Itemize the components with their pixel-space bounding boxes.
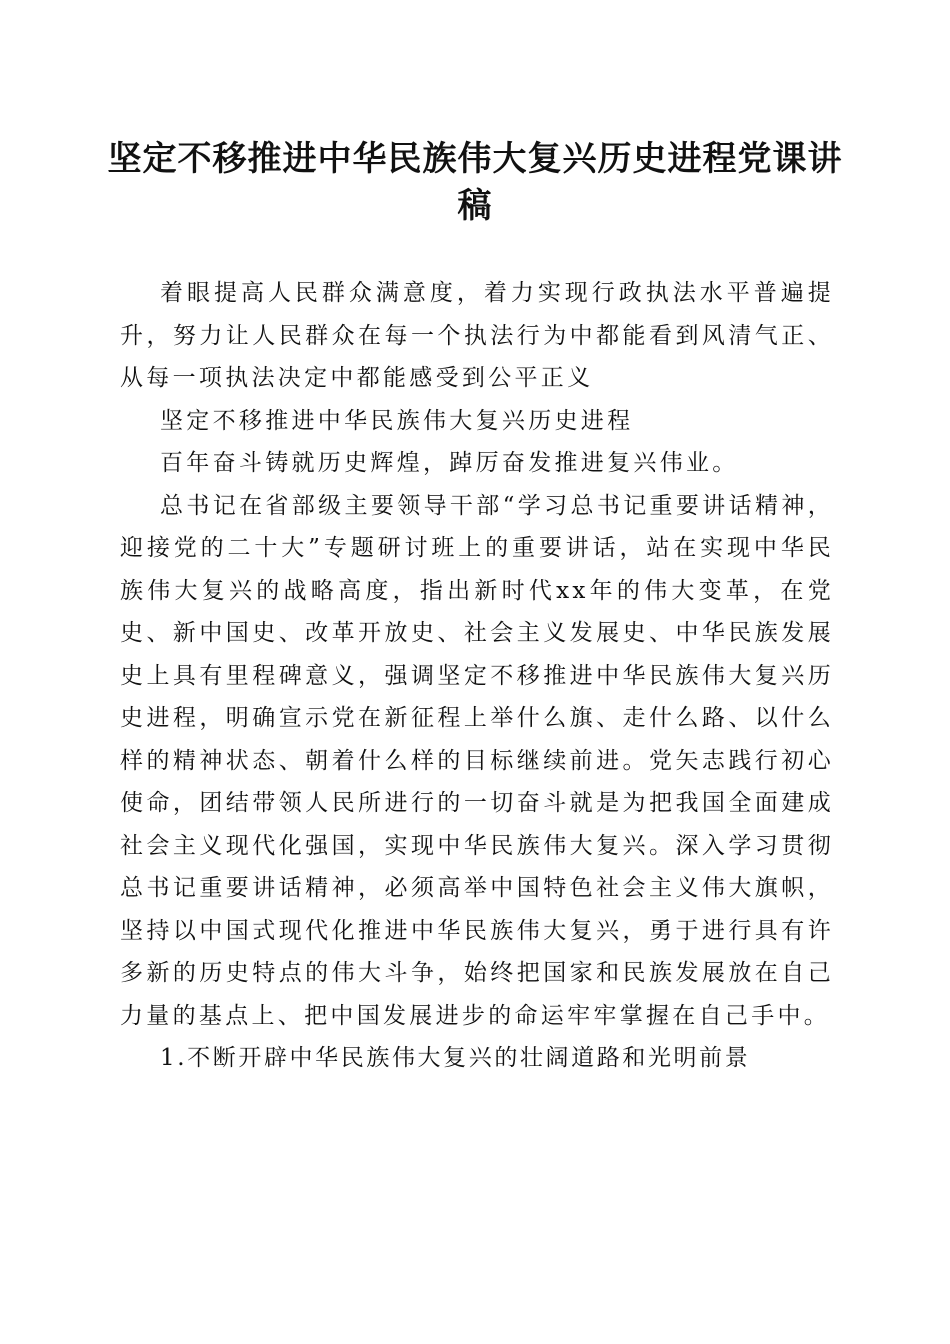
- paragraph-section-1: 1.不断开辟中华民族伟大复兴的壮阔道路和光明前景: [160, 1045, 751, 1071]
- paragraph-intro: 着眼提高人民群众满意度，着力实现行政执法水平普遍提升，努力让人民群众在每一个执法行为中都能看到风清气正、从每一项执法决定中都能感受到公平正义: [120, 280, 834, 391]
- paragraph-main: 总书记在省部级主要领导干部“学习总书记重要讲话精神，迎接党的二十大”专题研讨班上的重要讲话，站在实现中华民族伟大复兴的战略高度，指出新时代xx年的伟大变革，在党史、新中国史、改革开放史、社会主义发展史、中华民族发展史上具有里程碑意义，强调坚定不移推进中华民族伟大复兴历史进程，明确宣示党在新征程上举什么旗、走什么路、以什么样的精神状态、朝着什么样的目标继续前进。党矢志践行初心使命，团结带领人民所进行的一切奋斗就是为把我国全面建成社会主义现代化强国，实现中华民族伟大复兴。深入学习贯彻总书记重要讲话精神，必须高举中国特色社会主义伟大旗帜，坚持以中国式现代化推进中华民族伟大复兴，勇于进行具有许多新的历史特点的伟大斗争，始终把国家和民族发展放在自己力量的基点上、把中国发展进步的命运牢牢掌握在自己手中。: [120, 492, 834, 1029]
- document-title: 坚定不移推进中华民族伟大复兴历史进程党课讲稿: [107, 139, 843, 226]
- paragraph-summary: 百年奋斗铸就历史辉煌，踔厉奋发推进复兴伟业。: [160, 450, 739, 476]
- document-body: [120, 272, 834, 1080]
- paragraph-heading: 坚定不移推进中华民族伟大复兴历史进程: [160, 407, 634, 434]
